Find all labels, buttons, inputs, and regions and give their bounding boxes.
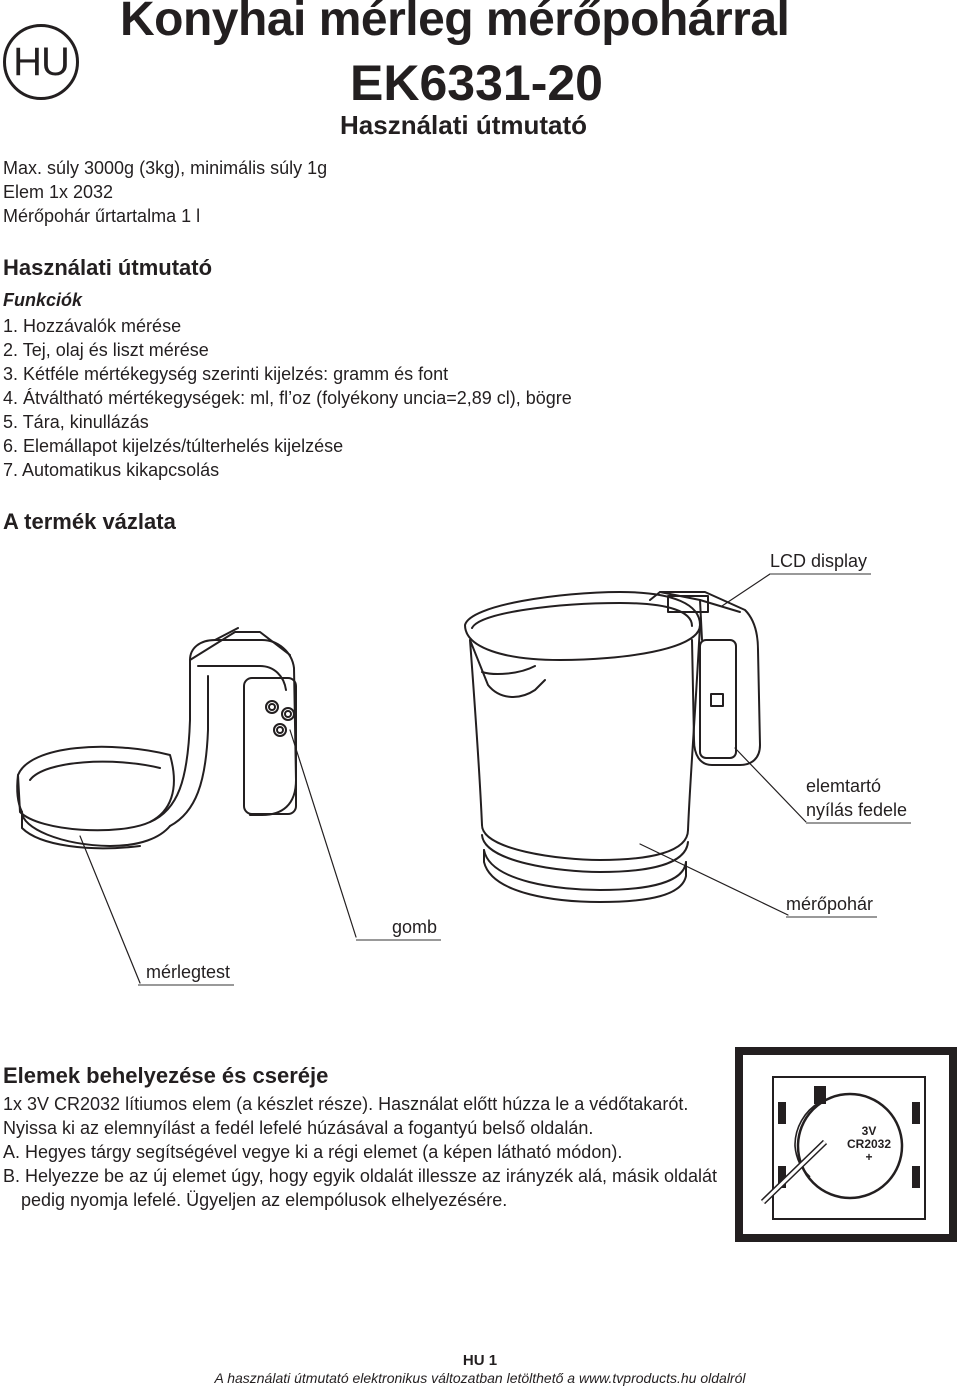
page-number: HU 1 (462, 1352, 498, 1369)
battery-line: pedig nyomja lefelé. Ügyeljen az elempólusok elhelyezésére. (21, 1190, 508, 1210)
label-measuring-cup: mérőpohár (786, 892, 877, 918)
battery-line: Nyissa ki az elemnyílást a fedél lefelé húzásával a fogantyú belső oldalán. (3, 1118, 594, 1138)
label-battery-cover-line1: elemtartó (806, 776, 882, 796)
spec-cup-capacity: Mérőpohár űrtartalma 1 l (3, 206, 201, 226)
language-badge: HU (3, 24, 79, 100)
page-subtitle: Használati útmutató (340, 110, 588, 140)
page-title: Konyhai mérleg mérőpohárral (120, 0, 790, 46)
label-button: gomb (356, 915, 441, 941)
battery-line: 1x 3V CR2032 lítiumos elem (a készlet része). Használat előtt húzza le a védőtakarót. (3, 1094, 689, 1114)
list-item: 6. Elemállapot kijelzés/túlterhelés kijelzése (3, 436, 344, 456)
spec-list (3, 156, 327, 228)
battery-line: A. Hegyes tárgy segítségével vegye ki a régi elemet (a képen látható módon). (3, 1142, 623, 1162)
list-item: 1. Hozzávalók mérése (3, 316, 182, 336)
battery-cell-model: CR2032 (846, 1137, 892, 1151)
list-item: 7. Automatikus kikapcsolás (3, 460, 220, 480)
list-item: 3. Kétféle mértékegység szerinti kijelzés: gramm és font (3, 364, 449, 384)
list-item: 2. Tej, olaj és liszt mérése (3, 340, 209, 360)
battery-line: B. Helyezze be az új elemet úgy, hogy egyik oldalát illessze az irányzék alá, másik oldalát (3, 1166, 718, 1186)
usage-heading: Használati útmutató (3, 255, 213, 280)
functions-label: Funkciók (3, 290, 83, 310)
battery-instructions (3, 1092, 738, 1212)
measuring-cup-illustration (465, 592, 760, 902)
label-battery-cover-line2: nyílás fedele (806, 798, 911, 824)
label-lcd-display: LCD display (770, 549, 871, 575)
battery-heading: Elemek behelyezése és cseréje (3, 1063, 329, 1088)
footer-note: A használati útmutató elektronikus változatban letölthető a www.tvproducts.hu oldalról (214, 1370, 746, 1386)
label-scale-body: mérlegtest (138, 960, 234, 986)
spec-max-weight: Max. súly 3000g (3kg), minimális súly 1g (3, 158, 328, 178)
sketch-heading: A termék vázlata (3, 509, 176, 534)
list-item: 4. Átváltható mértékegységek: ml, fl’oz (folyékony uncia=2,89 cl), bögre (3, 388, 572, 408)
battery-cell-polarity: + (865, 1150, 873, 1164)
spec-battery: Elem 1x 2032 (3, 182, 114, 202)
battery-cell-voltage: 3V (861, 1124, 877, 1138)
battery-illustration (735, 1047, 957, 1242)
functions-list (3, 314, 572, 482)
model-number: EK6331-20 (350, 55, 603, 111)
callout-leader-lines (80, 574, 806, 983)
scale-base-illustration (17, 628, 296, 848)
list-item: 5. Tára, kinullázás (3, 412, 149, 432)
